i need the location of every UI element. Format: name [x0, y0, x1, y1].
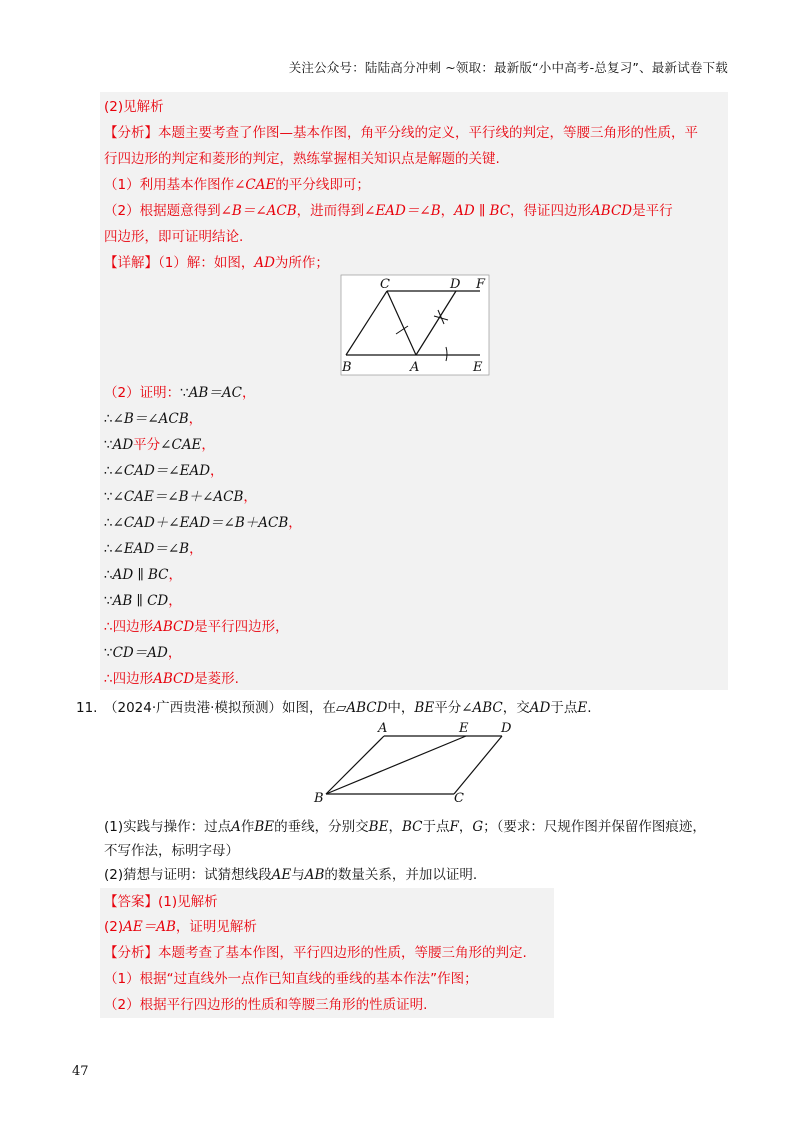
- math: ABCD: [153, 619, 195, 635]
- math: F: [449, 819, 459, 835]
- label-e: E: [459, 721, 469, 736]
- comma: ，: [243, 489, 257, 505]
- q10-analysis-line1: [104, 124, 698, 142]
- text: （2024·广西贵港·模拟预测）如图，在: [104, 700, 336, 716]
- math: A: [231, 819, 241, 835]
- q11-intro: [104, 699, 592, 717]
- proof-line: [104, 514, 302, 532]
- label-f: F: [476, 277, 486, 292]
- text: ，得证四边形: [510, 203, 592, 219]
- label-b: B: [314, 791, 324, 806]
- q10-step1: [104, 176, 370, 194]
- page-number: 47: [72, 1064, 89, 1079]
- proof-line: [104, 462, 224, 480]
- math: AD: [254, 255, 275, 271]
- label-d: D: [450, 277, 461, 292]
- text: 是平行: [632, 203, 673, 219]
- math: ∠CAD＋∠EAD＝∠B＋ACB: [112, 515, 289, 531]
- text: ；（要求：尺规作图并保留作图痕迹，: [483, 819, 706, 835]
- math: BE: [414, 700, 435, 716]
- label-a: A: [410, 360, 420, 375]
- line-be: [326, 736, 466, 794]
- label-b: B: [342, 360, 352, 375]
- math: ∠CAD＝∠EAD: [112, 463, 211, 479]
- proof-line: [104, 410, 202, 428]
- q11-part2: [104, 866, 477, 884]
- comma: ，: [188, 411, 203, 427]
- math: AD ∥ BC: [454, 203, 511, 219]
- text: 平分: [133, 437, 161, 453]
- math: AB ∥ CD: [112, 593, 169, 609]
- math: ∠CAE＝∠B＋∠ACB: [112, 489, 244, 505]
- comma: ，: [241, 385, 256, 401]
- proof-line: [104, 644, 181, 662]
- text: 本题考查了基本作图，平行四边形的性质，等腰三角形的判定.: [158, 945, 527, 961]
- math: ▱ABCD: [335, 700, 388, 716]
- analysis-tag: 【分析】: [104, 945, 158, 961]
- math: AD ∥ BC: [112, 567, 169, 583]
- text: 于点: [422, 819, 450, 835]
- text: ，: [440, 203, 455, 219]
- line-ab: [326, 736, 384, 794]
- text: 于点: [550, 700, 578, 716]
- comma: ，: [210, 463, 224, 479]
- q10-proof-head: [104, 384, 255, 402]
- text: 作: [240, 819, 255, 835]
- comma: ，: [167, 645, 182, 661]
- text: （1）利用基本作图作: [104, 177, 235, 193]
- text: 平分: [434, 700, 462, 716]
- math: AE: [271, 867, 292, 883]
- because: ∵: [104, 437, 113, 453]
- page-header: 关注公众号：陆陆高分冲刺 ~领取：最新版“小中高考-总复习”、最新试卷下载: [288, 60, 728, 75]
- therefore: ∴: [104, 515, 113, 531]
- q10-step2: [104, 202, 673, 220]
- label-a: A: [378, 721, 388, 736]
- text: ，证明见解析: [175, 919, 257, 935]
- text: ，进而得到: [296, 203, 365, 219]
- line-dc: [454, 736, 502, 794]
- text: ，: [458, 819, 473, 835]
- math: AE＝AB: [123, 919, 176, 935]
- math: BE: [368, 819, 389, 835]
- math: AB＝AC: [188, 385, 242, 401]
- text: ，: [388, 819, 402, 835]
- proof-line: [104, 566, 182, 584]
- label-e: E: [473, 360, 483, 375]
- proof-line: [104, 592, 182, 610]
- therefore: ∴: [104, 411, 113, 427]
- math: AB: [304, 867, 325, 883]
- q11-figure: [308, 720, 528, 806]
- math: ABCD: [591, 203, 633, 219]
- proof-line: [104, 540, 203, 558]
- text: 与: [291, 867, 305, 883]
- q11-step2: （2）根据平行四边形的性质和等腰三角形的性质证明.: [104, 997, 428, 1013]
- math: ∠B＝∠ACB: [112, 411, 189, 427]
- text: (2): [104, 919, 124, 935]
- math: CD＝AD: [112, 645, 168, 661]
- because: ∵: [104, 645, 113, 661]
- math: ABCD: [153, 671, 195, 687]
- label-c: C: [380, 277, 390, 292]
- q10-answer-2: (2)见解析: [104, 99, 164, 115]
- text: 的平分线即可；: [275, 177, 370, 193]
- text: （2）根据题意得到: [104, 203, 221, 219]
- label-c: C: [454, 791, 464, 806]
- label-d: D: [501, 721, 512, 736]
- text: （2）证明：: [104, 385, 181, 401]
- math: G: [472, 819, 484, 835]
- math: ∠EAD＝∠B: [112, 541, 190, 557]
- answer-tag: 【答案】: [104, 894, 158, 910]
- comma: ，: [201, 437, 215, 453]
- therefore: ∴: [104, 567, 113, 583]
- text: 是菱形.: [194, 671, 239, 687]
- text: 是平行四边形，: [194, 619, 289, 635]
- analysis-text: 本题主要考查了作图—基本作图，角平分线的定义，平行线的判定，等腰三角形的性质，平: [158, 125, 698, 141]
- text: (2)猜想与证明：试猜想线段: [104, 867, 272, 883]
- comma: ，: [288, 515, 302, 531]
- text: ∴四边形: [104, 671, 154, 687]
- comma: ，: [189, 541, 203, 557]
- math: E: [577, 700, 588, 716]
- comma: ，: [168, 567, 182, 583]
- math: BC: [401, 819, 423, 835]
- text: 的数量关系，并加以证明.: [324, 867, 478, 883]
- analysis-tag: 【分析】: [104, 125, 158, 141]
- because: ∵: [180, 385, 189, 401]
- text: .: [587, 700, 592, 716]
- math: ∠CAE: [234, 177, 276, 193]
- text: (1)见解析: [158, 894, 218, 910]
- math: ∠B＝∠ACB: [220, 203, 297, 219]
- proof-line: [104, 488, 257, 506]
- detail-tag: 【详解】: [104, 255, 158, 271]
- text: 中，: [387, 700, 415, 716]
- text: ∴四边形: [104, 619, 154, 635]
- math: ∠CAE: [160, 437, 202, 453]
- proof-line: [104, 436, 215, 454]
- text: ，交: [502, 700, 530, 716]
- therefore: ∴: [104, 463, 113, 479]
- proof-conclusion-parallelogram: [104, 618, 289, 636]
- text: （1）解：如图，: [158, 255, 255, 271]
- math: AD: [529, 700, 551, 716]
- because: ∵: [104, 593, 113, 609]
- q11-part1: [104, 818, 706, 836]
- comma: ，: [168, 593, 182, 609]
- q11-answer-2: [104, 918, 257, 936]
- q11-number: 11.: [76, 700, 98, 716]
- q11-step1: （1）根据“过直线外一点作已知直线的垂线的基本作法”作图；: [104, 971, 478, 987]
- math: ∠ABC: [461, 700, 503, 716]
- math: AD: [112, 437, 134, 453]
- q10-step2-line2: 四边形，即可证明结论.: [104, 229, 244, 245]
- q10-figure: [340, 274, 490, 376]
- text: 为所作；: [274, 255, 329, 271]
- q11-answer-1: [104, 893, 218, 911]
- q11-analysis: [104, 944, 527, 962]
- text: 的垂线，分别交: [274, 819, 369, 835]
- math: BE: [254, 819, 275, 835]
- because: ∵: [104, 489, 113, 505]
- q11-part1-line2: 不写作法，标明字母）: [104, 843, 239, 859]
- text: (1)实践与操作：过点: [104, 819, 232, 835]
- q10-detail: [104, 254, 329, 272]
- proof-conclusion-rhombus: [104, 670, 239, 688]
- q10-analysis-line2: 行四边形的判定和菱形的判定，熟练掌握相关知识点是解题的关键.: [104, 151, 500, 167]
- math: ∠EAD＝∠B: [364, 203, 441, 219]
- therefore: ∴: [104, 541, 113, 557]
